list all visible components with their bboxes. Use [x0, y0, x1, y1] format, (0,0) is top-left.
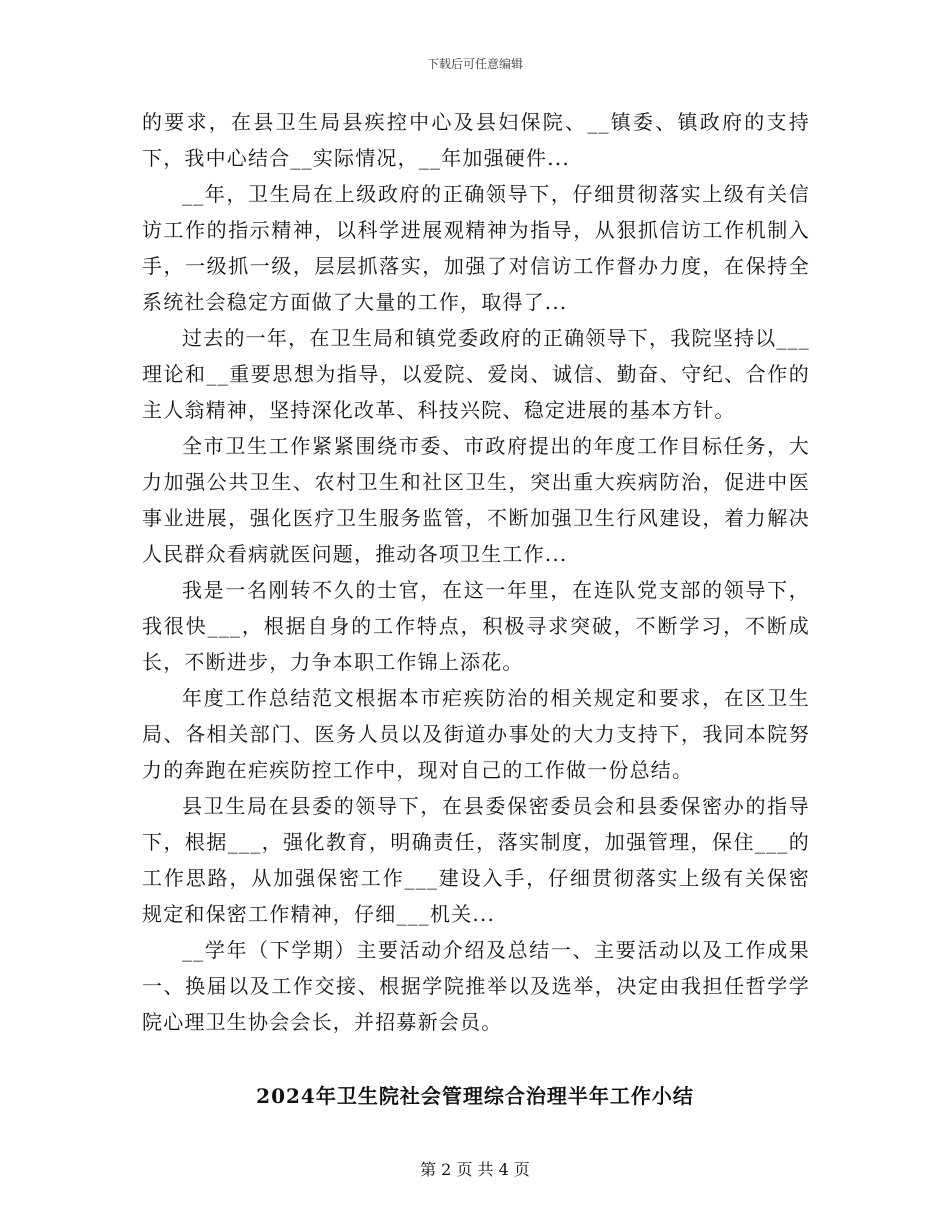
page-header-note: 下载后可任意编辑	[426, 57, 523, 71]
paragraph: 的要求，在县卫生局县疾控中心及县妇保院、__镇委、镇政府的支持下，我中心结合__实际情况，__年加强硬件...	[142, 110, 810, 170]
page-number: 第 2 页 共 4 页	[420, 1160, 530, 1179]
paragraph: __年，卫生局在上级政府的正确领导下，仔细贯彻落实上级有关信访工作的指示精神，以科学进展观精神为指导，从狠抓信访工作机制入手，一级抓一级，层层抓落实，加强了对信访工作督办力度，在保持全系统社会稳定方面做了大量的工作，取得了...	[142, 182, 810, 314]
paragraph: __学年（下学期）主要活动介绍及总结一、主要活动以及工作成果一、换届以及工作交接、根据学院推举以及选举，决定由我担任哲学学院心理卫生协会会长，并招募新会员。	[142, 938, 810, 1034]
paragraph: 过去的一年，在卫生局和镇党委政府的正确领导下，我院坚持以___理论和__重要思想为指导，以爱院、爱岗、诚信、勤奋、守纪、合作的主人翁精神，坚持深化改革、科技兴院、稳定进展的基本方针。	[142, 326, 810, 422]
paragraph: 我是一名刚转不久的士官，在这一年里，在连队党支部的领导下，我很快___，根据自身的工作特点，积极寻求突破，不断学习，不断成长，不断进步，力争本职工作锦上添花。	[142, 578, 810, 674]
document-body	[142, 104, 810, 1040]
paragraph: 县卫生局在县委的领导下，在县委保密委员会和县委保密办的指导下，根据___，强化教育，明确责任，落实制度，加强管理，保住___的工作思路，从加强保密工作___建设入手，仔细贯彻落实上级有关保密规定和保密工作精神，仔细___机关...	[142, 794, 810, 926]
paragraph: 年度工作总结范文根据本市疟疾防治的相关规定和要求，在区卫生局、各相关部门、医务人员以及街道办事处的大力支持下，我同本院努力的奔跑在疟疾防控工作中，现对自己的工作做一份总结。	[142, 686, 810, 782]
document-title: 2024年卫生院社会管理综合治理半年工作小结	[256, 1084, 694, 1108]
paragraph: 全市卫生工作紧紧围绕市委、市政府提出的年度工作目标任务，大力加强公共卫生、农村卫生和社区卫生，突出重大疾病防治，促进中医事业进展，强化医疗卫生服务监管，不断加强卫生行风建设，着力解决人民群众看病就医问题，推动各项卫生工作...	[142, 434, 810, 566]
